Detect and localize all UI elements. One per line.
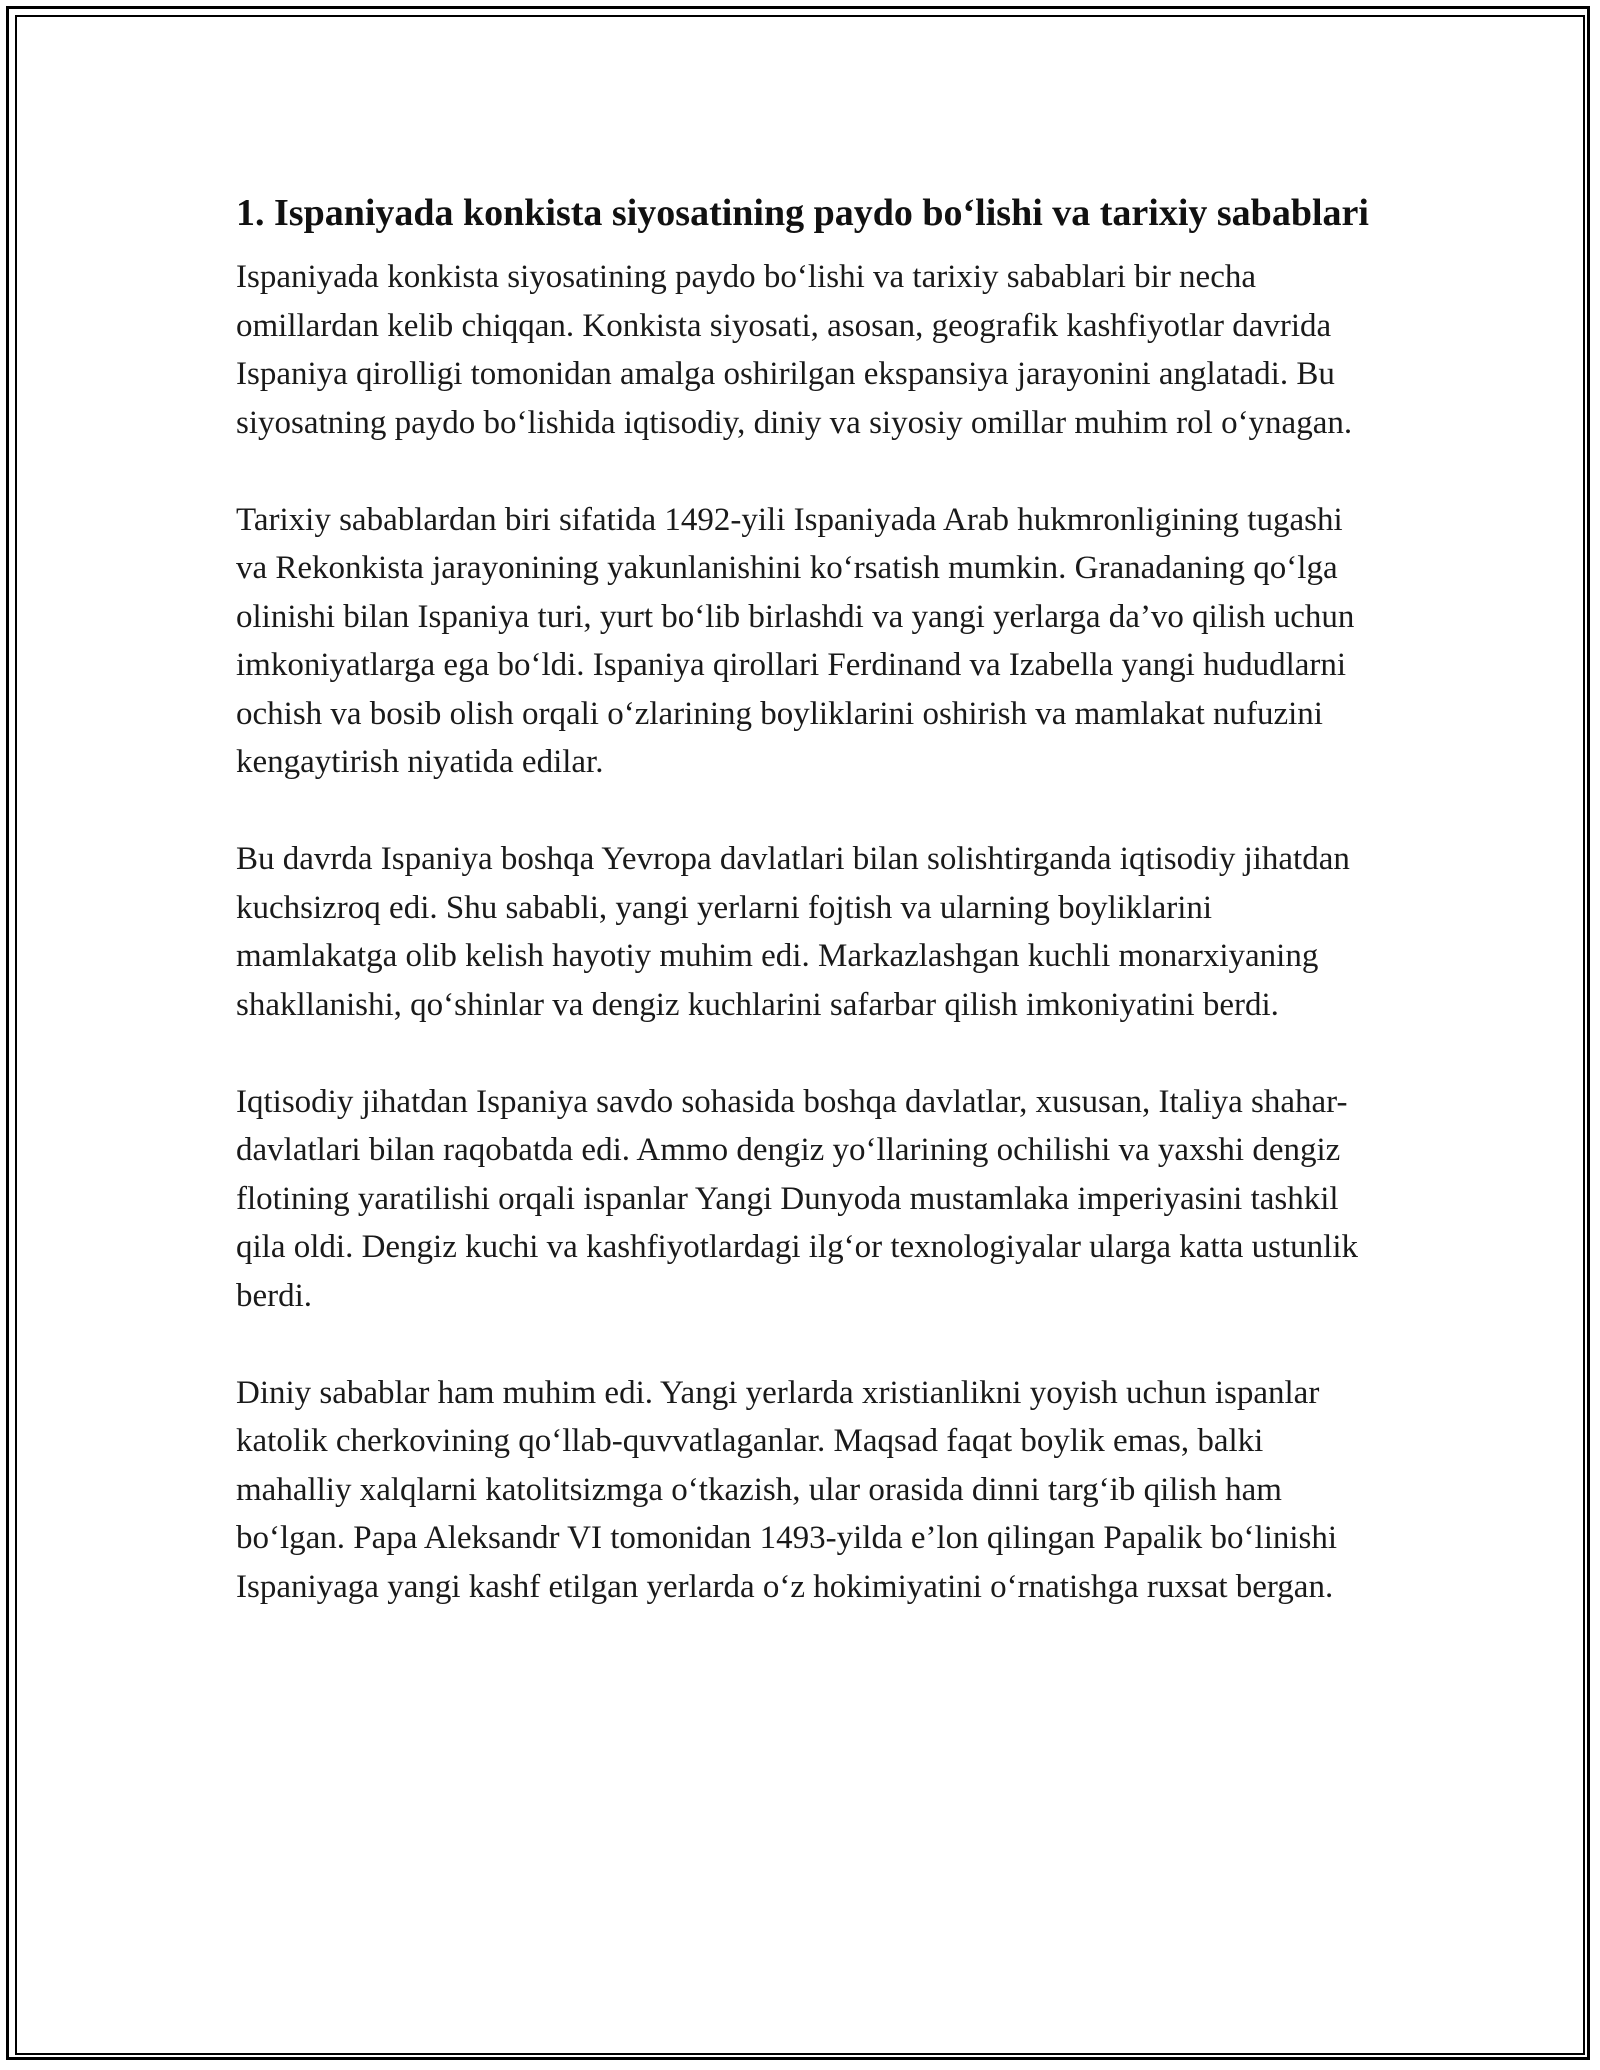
paragraph-4: Iqtisodiy jihatdan Ispaniya savdo sohasida boshqa davlatlar, xususan, Italiya shahar-davlatlari bilan raqobatda edi. Ammo dengiz yo‘llarining ochilishi va yaxshi dengiz flotining yaratilishi orqali ispanlar Yangi Dunyoda mustamlaka imperiyasini tashkil qila oldi. Dengiz kuchi va kashfiyotlardagi ilg‘or texnologiyalar ularga katta ustunlik berdi. xyxy=(236,1083,1359,1314)
section-heading: 1. Ispaniyada konkista siyosatining paydo bo‘lishi va tarixiy sabablari xyxy=(236,192,1369,234)
paragraph-5: Diniy sabablar ham muhim edi. Yangi yerlarda xristianlikni yoyish uchun ispanlar katolik cherkovining qo‘llab-quvvatlaganlar. Maqsad faqat boylik emas, balki mahalliy xalqlarni katolitsizmga o‘tkazish, ular orasida dinni targ‘ib qilish ham bo‘lgan. Papa Aleksandr VI tomonidan 1493-yilda e’lon qilingan Papalik bo‘linishi Ispaniyaga yangi kashf etilgan yerlarda o‘z hokimiyatini o‘rnatishga ruxsat bergan. xyxy=(236,1374,1338,1605)
document-body xyxy=(236,185,1376,1660)
paragraph-2: Tarixiy sabablardan biri sifatida 1492-yili Ispaniyada Arab hukmronligining tugashi va Rekonkista jarayonining yakunlanishini ko‘rsatish mumkin. Granadaning qo‘lga olinishi bilan Ispaniya turi, yurt bo‘lib birlashdi va yangi yerlarga da’vo qilish uchun imkoniyatlarga ega bo‘ldi. Ispaniya qirollari Ferdinand va Izabella yangi hududlarni ochish va bosib olish orqali o‘zlarining boyliklarini oshirish va mamlakat nufuzini kengaytirish niyatida edilar. xyxy=(236,501,1355,780)
paragraph-3: Bu davrda Ispaniya boshqa Yevropa davlatlari bilan solishtirganda iqtisodiy jihatdan kuchsizroq edi. Shu sababli, yangi yerlarni fojtish va ularning boyliklarini mamlakatga olib kelish hayotiy muhim edi. Markazlashgan kuchli monarxiyaning shakllanishi, qo‘shinlar va dengiz kuchlarini safarbar qilish imkoniyatini berdi. xyxy=(236,841,1350,1023)
paragraph-1: Ispaniyada konkista siyosatining paydo bo‘lishi va tarixiy sabablari bir necha omillardan kelib chiqqan. Konkista siyosati, asosan, geografik kashfiyotlar davrida Ispaniya qirolligi tomonidan amalga oshirilgan ekspansiya jarayonini anglatadi. Bu siyosatning paydo bo‘lishida iqtisodiy, diniy va siyosiy omillar muhim rol o‘ynagan. xyxy=(236,259,1353,441)
